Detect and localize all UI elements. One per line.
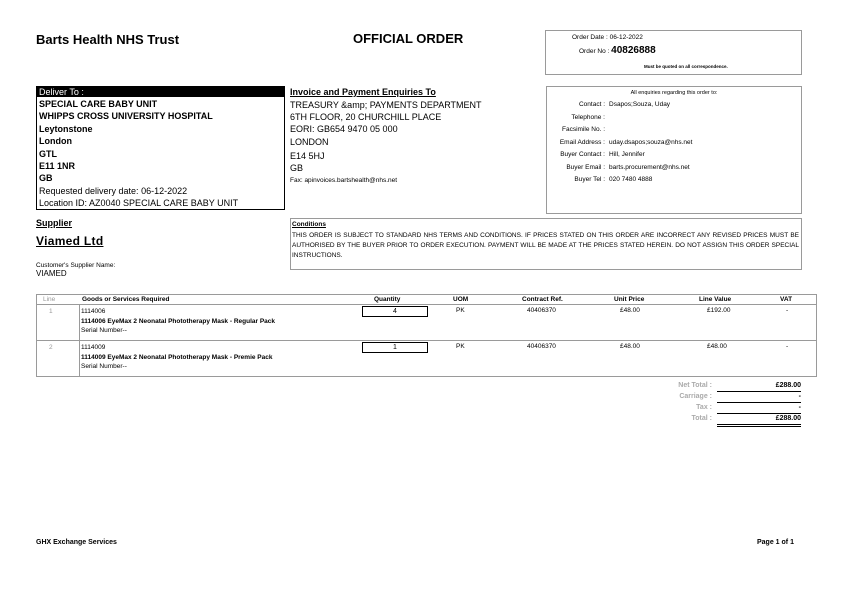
order-date-label: Order Date : (572, 34, 608, 41)
location-id: Location ID: AZ0040 SPECIAL CARE BABY UNIT (39, 198, 239, 209)
page-number: Page 1 of 1 (757, 539, 794, 546)
order-no-line (579, 45, 656, 56)
row-serial: Serial Number-- (81, 327, 127, 335)
invoice-line: GB (290, 163, 304, 174)
invoice-address (290, 99, 482, 174)
net-total-label: Net Total : (678, 382, 712, 389)
row-line-value: £192.00 (707, 307, 731, 314)
total-value: £288.00 (775, 415, 801, 422)
th-line: Line (43, 296, 56, 303)
supplier-name: Viamed Ltd (36, 234, 104, 248)
deliver-line: WHIPPS CROSS UNIVERSITY HOSPITAL (39, 111, 213, 122)
conditions-box (290, 218, 802, 270)
deliver-line: SPECIAL CARE BABY UNIT (39, 99, 158, 109)
deliver-line: GTL (39, 148, 57, 159)
net-total-value: £288.00 (775, 382, 801, 389)
row-line-number: 1 (49, 308, 53, 315)
contact-label: Contact : (578, 101, 605, 108)
row-vat: - (786, 307, 789, 314)
deliver-line: GB (39, 173, 53, 184)
row-vat: - (786, 343, 789, 350)
row-description (81, 307, 275, 336)
row-desc: 1114006 EyeMax 2 Neonatal Phototherapy Mask - Regular Pack (81, 317, 276, 325)
order-info-box (545, 30, 802, 75)
deliver-to-heading: Deliver To : (37, 87, 284, 97)
contact-value: uday.dsapos;souza@nhs.net (609, 139, 693, 146)
invoice-fax: Fax: apinvoices.bartshealth@nhs.net (290, 177, 398, 184)
total-label: Total : (691, 415, 712, 422)
tax-value: - (798, 404, 801, 411)
row-quantity: 1 (362, 342, 428, 353)
supplier-label: Supplier (36, 218, 73, 228)
row-uom: PK (456, 343, 465, 350)
th-contract: Contract Ref. (522, 296, 563, 303)
order-date-value: 06-12-2022 (609, 34, 643, 41)
row-line-number: 2 (49, 344, 53, 351)
deliver-line: London (39, 136, 72, 147)
carriage-value: - (798, 393, 801, 400)
order-note: Must be quoted on all correspondence. (644, 64, 728, 69)
contact-label: Buyer Contact : (560, 151, 605, 158)
customer-supplier-label: Customer's Supplier Name: (36, 262, 116, 269)
th-goods: Goods or Services Required (82, 296, 170, 303)
invoice-line: 6TH FLOOR, 20 CHURCHILL PLACE (290, 112, 442, 123)
deliver-line: E11 1NR (39, 161, 76, 172)
order-no-value: 40826888 (611, 45, 656, 56)
contact-label: Buyer Tel : (574, 176, 605, 183)
row-uom: PK (456, 307, 465, 314)
deliver-to-box (36, 86, 285, 210)
row-code: 1114006 (81, 308, 106, 315)
conditions-title: Conditions (292, 221, 326, 228)
th-vat: VAT (780, 296, 793, 303)
row-code: 1114009 (81, 344, 106, 351)
requested-delivery-date: Requested delivery date: 06-12-2022 (39, 185, 188, 196)
table-header (36, 294, 817, 305)
contact-box (546, 86, 802, 214)
contact-label: Facsimile No. : (562, 126, 605, 133)
customer-supplier-value: VIAMED (36, 269, 67, 278)
carriage-label: Carriage : (679, 393, 712, 400)
row-description (81, 343, 273, 372)
contact-heading: All enquiries regarding this order to: (630, 90, 718, 96)
row-quantity: 4 (362, 306, 428, 317)
tax-label: Tax : (696, 404, 712, 411)
contact-label: Buyer Email : (566, 164, 605, 171)
conditions-text: THIS ORDER IS SUBJECT TO STANDARD NHS TERMS AND CONDITIONS. IF PRICES STATED ON THIS ORDER ARE INCORRECT ANY REVISED PRICES MUST BE AUTHORISED BY THE BUYER PRIOR TO ORDER EXECUTION. PAYMENT WILL BE MADE AT THE PRICES STATED HEREIN. DO NOT ASSIGN THIS ORDER SPECIAL INSTRUCTIONS. (292, 232, 799, 259)
invoice-line: TREASURY &amp; PAYMENTS DEPARTMENT (290, 100, 482, 110)
document-title: OFFICIAL ORDER (353, 31, 464, 46)
row-serial: Serial Number-- (81, 363, 127, 371)
invoice-line: E14 5HJ (290, 150, 325, 161)
row-line-value: £48.00 (707, 343, 727, 350)
contact-value: Dsapos;Souza, Uday (609, 101, 671, 108)
table-row (36, 341, 817, 377)
th-uom: UOM (453, 296, 469, 303)
deliver-line: Leytonstone (39, 123, 93, 134)
invoice-title: Invoice and Payment Enquiries To (290, 87, 436, 97)
contact-label: Email Address : (559, 139, 605, 146)
row-contract: 40406370 (527, 343, 556, 350)
trust-name: Barts Health NHS Trust (36, 32, 180, 47)
th-line-value: Line Value (699, 296, 732, 303)
deliver-to-lines (39, 98, 238, 210)
footer-provider: GHX Exchange Services (36, 539, 117, 546)
contact-value: barts.procurement@nhs.net (609, 164, 690, 171)
contact-value: 020 7480 4888 (609, 176, 653, 183)
contact-label: Telephone : (571, 114, 605, 121)
row-unit-price: £48.00 (620, 307, 640, 314)
row-unit-price: £48.00 (620, 343, 640, 350)
order-date-line (572, 34, 643, 41)
invoice-line: LONDON (290, 136, 329, 147)
invoice-line: EORI: GB654 9470 05 000 (290, 124, 398, 135)
th-quantity: Quantity (374, 296, 401, 303)
order-no-label: Order No : (579, 48, 610, 55)
th-unit-price: Unit Price (614, 296, 645, 303)
row-desc: 1114009 EyeMax 2 Neonatal Phototherapy Mask - Premie Pack (81, 353, 273, 361)
row-contract: 40406370 (527, 307, 556, 314)
contact-value: Hill, Jennifer (609, 151, 645, 158)
table-row (36, 305, 817, 341)
